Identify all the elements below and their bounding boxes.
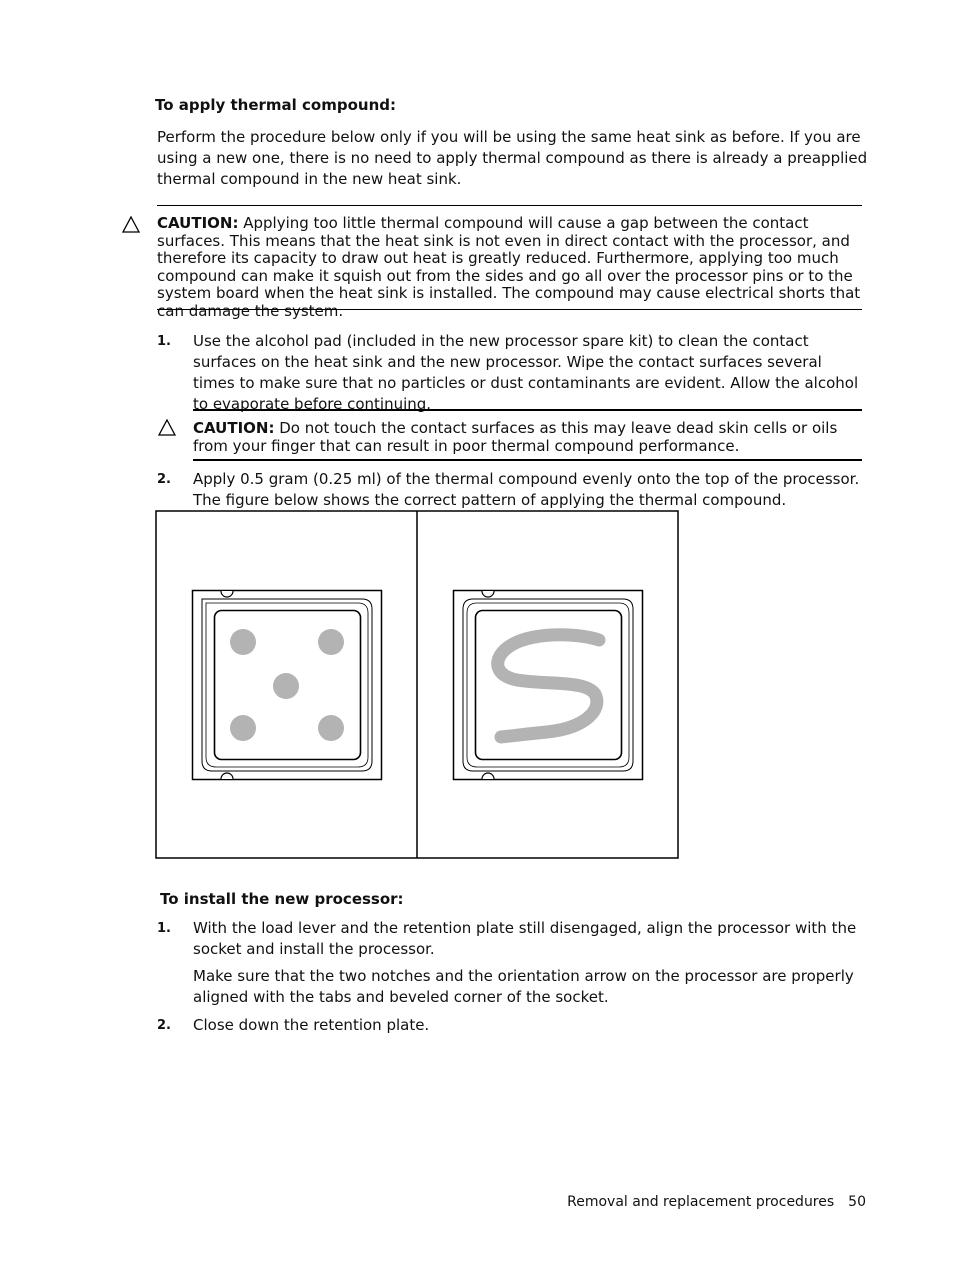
caution-top-rule (193, 409, 862, 411)
section-heading-install-processor: To install the new processor: (160, 890, 404, 908)
compound-dot (230, 629, 256, 655)
step-number: 2. (157, 1018, 171, 1033)
caution-label: CAUTION: (193, 419, 275, 437)
thermal-compound-figure (155, 510, 680, 860)
step-number: 1. (157, 334, 171, 349)
page-number: 50 (848, 1194, 866, 1210)
caution-top-rule (157, 205, 862, 206)
intro-paragraph: Perform the procedure below only if you will be using the same heat sink as before. If you are using a new one, there is no need to apply thermal compound as there is already a preapplied thermal compound in the new heat sink. (157, 128, 868, 188)
processor-s-pattern (454, 591, 643, 780)
step-text: Use the alcohol pad (included in the new processor spare kit) to clean the contact surfaces on the heat sink and the new processor. Wipe the contact surfaces several times to make sure that no particles or dust contaminants are evident. Allow the alcohol to evaporate before continuing. (193, 332, 859, 413)
caution-label: CAUTION: (157, 214, 239, 232)
section-heading-apply-compound: To apply thermal compound: (155, 96, 397, 114)
page-footer (567, 1194, 866, 1210)
compound-dot (230, 715, 256, 741)
caution-bottom-rule (157, 309, 862, 310)
caution-bottom-rule (193, 459, 862, 461)
step-text: With the load lever and the retention plate still disengaged, align the processor with the socket and install the processor. (193, 919, 857, 958)
footer-section-title: Removal and replacement procedures (567, 1194, 835, 1210)
step-text: Apply 0.5 gram (0.25 ml) of the thermal compound evenly onto the top of the processor. The figure below shows the correct pattern of applying the thermal compound. (193, 470, 860, 509)
compound-dot (273, 673, 299, 699)
step-number: 1. (157, 921, 171, 936)
caution-paragraph (157, 215, 863, 320)
caution-icon (158, 419, 176, 436)
caution-paragraph (193, 420, 863, 455)
step-number: 2. (157, 472, 171, 487)
caution-text: Applying too little thermal compound will cause a gap between the contact surfaces. This means that the heat sink is not even in direct contact with the processor, and therefore its capacity to draw out heat is greatly reduced. Furthermore, applying too much compound can make it squish out from the sides and go all over the processor pins or to the system board when the heat sink is installed. The compound may cause electrical shorts that can damage the system. (157, 214, 861, 320)
processor-dot-pattern (193, 591, 382, 780)
caution-icon (122, 216, 140, 233)
step-note: Make sure that the two notches and the orientation arrow on the processor are properly aligned with the tabs and beveled corner of the socket. (193, 967, 854, 1006)
compound-dot (318, 715, 344, 741)
caution-text: Do not touch the contact surfaces as this may leave dead skin cells or oils from your finger that can result in poor thermal compound performance. (193, 419, 838, 455)
step-text: Close down the retention plate. (193, 1016, 430, 1034)
compound-dot (318, 629, 344, 655)
